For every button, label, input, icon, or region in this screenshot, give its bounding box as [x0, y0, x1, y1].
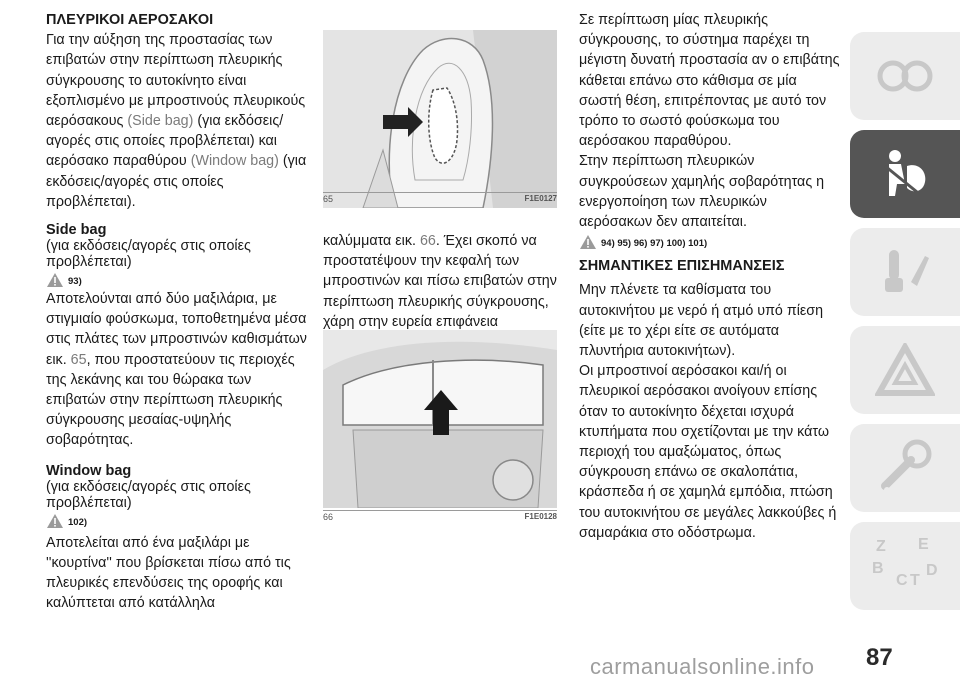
low-severity-paragraph: Στην περίπτωση πλευρικών συγκρούσεων χαμηλής σοβαρότητας η ενεργοποίηση των πλευρικών αερόσακων δεν απαιτείται.: [579, 153, 825, 231]
side-bag-paragraph: [46, 289, 311, 451]
warning-refs: 94) 95) 96) 97) 100) 101): [601, 238, 708, 250]
warning-triangle-icon: [46, 513, 64, 529]
figure-65-seat-sidebag: [323, 30, 557, 208]
tab-maintenance[interactable]: [850, 424, 960, 512]
tab-index[interactable]: [850, 522, 960, 610]
side-bag-text: Αποτελούνται από δύο μαξιλάρια, με στιγμιαίο φούσκωμα, τοποθετημένα μέσα στις πλάτες των μπροστινών καθισμάτων εικ.: [46, 291, 307, 368]
figure-divider: [323, 192, 557, 193]
tab-dashboard[interactable]: [850, 32, 960, 120]
index-letter: B: [872, 560, 884, 577]
warnings-reference: [579, 234, 841, 250]
wrench-service-icon: [875, 438, 935, 498]
figure-66-caption: [323, 512, 557, 526]
figure-66-window-bag: [323, 330, 557, 508]
middle-text: καλύμματα εικ.: [323, 233, 420, 249]
figure-ref-66[interactable]: 66: [419, 233, 436, 249]
left-column: [46, 10, 311, 613]
side-bag-title: Side bag: [46, 222, 107, 239]
chapter-sidebar: [850, 32, 960, 620]
figure-code: F1E0127: [524, 194, 557, 203]
warning-triangle-icon: [46, 272, 64, 288]
figure-65-caption: [323, 194, 557, 208]
intro-text-2: (για εκδόσεις/αγορές στις οποίες προβλέπεται) και αερόσακο παραθύρου: [46, 113, 284, 170]
right-column: [579, 10, 841, 543]
watermark: carmanualsonline.info: [590, 654, 815, 679]
figure-number: 66: [323, 512, 334, 522]
index-letter: D: [926, 562, 938, 579]
warning-ref: 102): [68, 516, 88, 528]
key-ignition-icon: [875, 242, 935, 302]
intro-text: Για την αύξηση της προστασίας των επιβατών στην περίπτωση πλευρικής σύγκρουσης το αυτοκίνητο είναι εξοπλισμένο με μπροστινούς πλευρικούς αερόσακους: [46, 32, 306, 130]
washing-paragraph: Μην πλένετε τα καθίσματα του αυτοκινήτου με νερό ή ατμό υπό πίεση (είτε με το χέρι είτε σε αυτόματα πλυντήρια αυτοκινήτων).: [579, 282, 824, 360]
index-letter: T: [910, 572, 920, 589]
window-bag-warning: [46, 513, 311, 529]
figure-number: 65: [323, 194, 334, 204]
figure-ref-65[interactable]: 65: [70, 351, 87, 368]
window-bag-paragraph: Αποτελείται από ένα μαξιλάρι με ''κουρτίνα'' που βρίσκεται πίσω από τις πλευρικές επενδύσεις της οροφής και καλύπτεται από κατάλληλα: [46, 534, 291, 612]
figure-code: F1E0128: [524, 512, 557, 521]
section-heading: ΠΛΕΥΡΙΚΟΙ ΑΕΡΟΣΑΚΟΙ: [46, 12, 214, 28]
window-bag-note: (για εκδόσεις/αγορές στις οποίες προβλέπεται): [46, 478, 251, 511]
intro-paragraph: [46, 30, 311, 212]
side-collision-paragraph: Σε περίπτωση μίας πλευρικής σύγκρουσης, το σύστημα παρέχει τη μέγιστη δυνατή προστασία αν ο επιβάτης κάθεται επάνω στο κάθισμα σε μία σωστή θέση, επιτρέποντας με αυτό τον τρόπο το σωστό φούσκωμα του αερόσακου παραθύρου.: [579, 12, 840, 150]
middle-text-2: . Έχει σκοπό να προστατέψουν την κεφαλή των μπροστινών και πίσω επιβατών στην περίπτωση πλευρικής σύγκρουσης, χάρη στην ευρεία επιφάνεια: [323, 233, 557, 330]
deployment-paragraph: Οι μπροστινοί αερόσακοι και/ή οι πλευρικοί αερόσακοι ανοίγουν επίσης όταν το αυτοκίνητο δέχεται ισχυρά κτυπήματα που σχετίζονται με την κάτω περιοχή του αμαξώματος, όπως σύγκρουση επάνω σε σκαλοπάτια, κράσπεδα ή σε χαμηλά εμπόδια, πτώση του αυτοκινήτου σε μεγάλες λακκούβες ή σαμαράκια στο οδόστρωμα.: [579, 363, 837, 541]
warning-ref: 93): [68, 276, 82, 288]
important-notes-heading: ΣΗΜΑΝΤΙΚΕΣ ΕΠΙΣΗΜΑΝΣΕΙΣ: [579, 258, 785, 275]
figure-divider: [323, 510, 557, 511]
side-bag-note: (για εκδόσεις/αγορές στις οποίες προβλέπεται): [46, 238, 251, 271]
dashboard-icon: [875, 56, 935, 96]
page-number: 87: [866, 644, 893, 671]
tab-safety[interactable]: [850, 130, 960, 218]
window-bag-title: Window bag: [46, 462, 132, 479]
side-bag-term: (Side bag): [127, 113, 194, 130]
tab-starting[interactable]: [850, 228, 960, 316]
warning-triangle-icon: [579, 234, 597, 250]
window-bag-term: (Window bag): [190, 153, 279, 170]
side-bag-warning: [46, 272, 311, 288]
warning-triangle-icon: [875, 343, 935, 397]
index-letter: Z: [876, 538, 886, 555]
intro-text-3: (για εκδόσεις/αγορές στις οποίες προβλέπεται).: [46, 153, 307, 210]
index-letter: E: [918, 536, 929, 553]
index-letter: C: [896, 572, 908, 589]
tab-emergency[interactable]: [850, 326, 960, 414]
index-letters-icon: [870, 536, 940, 596]
airbag-safety-icon: [875, 144, 935, 204]
side-bag-text-2: , που προστατεύουν τις περιοχές της λεκάνης και του θώρακα των επιβατών στην περίπτωση πλευρικής σύγκρουσης μεσαίας-υψηλής σοβαρότητας.: [46, 351, 295, 449]
